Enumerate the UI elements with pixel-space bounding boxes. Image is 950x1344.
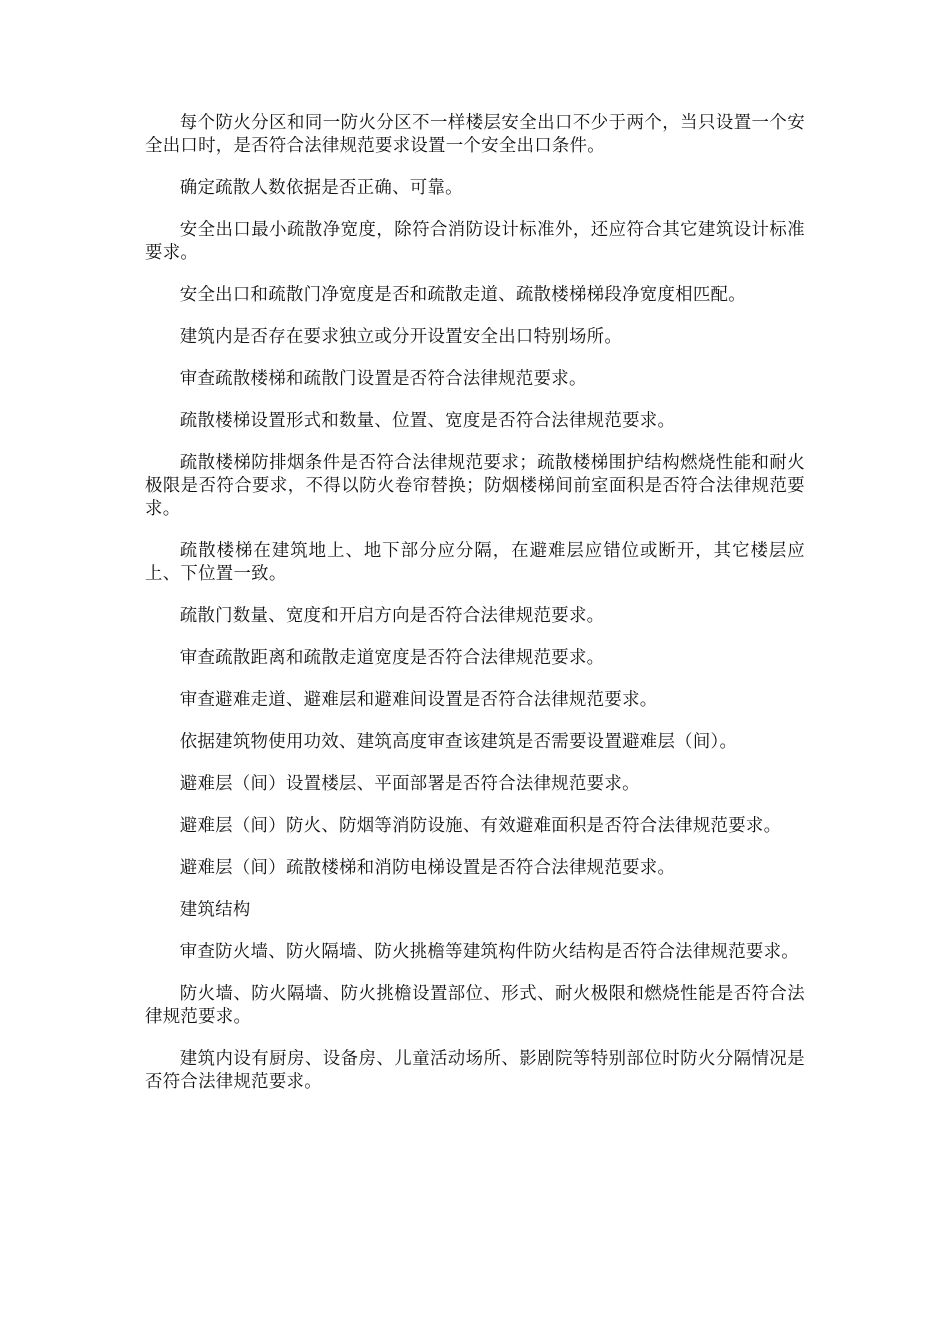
paragraph: 避难层（间）防火、防烟等消防设施、有效避难面积是否符合法律规范要求。 (179, 816, 782, 836)
paragraph: 安全出口和疏散门净宽度是否和疏散走道、疏散楼梯梯段净宽度相匹配。 (179, 285, 746, 305)
paragraph: 疏散楼梯防排烟条件是否符合法律规范要求；疏散楼梯围护结构燃烧性能和耐火极限是否符合要求，不得以防火卷帘替换；防烟楼梯间前室面积是否符合法律规范要求。 (145, 453, 805, 519)
paragraph: 疏散门数量、宽度和开启方向是否符合法律规范要求。 (179, 606, 605, 626)
document-body (145, 112, 805, 1113)
paragraph: 确定疏散人数依据是否正确、可靠。 (179, 178, 463, 198)
paragraph: 建筑内是否存在要求独立或分开设置安全出口特别场所。 (179, 327, 623, 347)
paragraph: 审查疏散楼梯和疏散门设置是否符合法律规范要求。 (179, 369, 587, 389)
paragraph: 审查防火墙、防火隔墙、防火挑檐等建筑构件防火结构是否符合法律规范要求。 (179, 942, 799, 962)
paragraph: 依据建筑物使用功效、建筑高度审查该建筑是否需要设置避难层（间）。 (179, 732, 738, 752)
paragraph: 防火墙、防火隔墙、防火挑檐设置部位、形式、耐火极限和燃烧性能是否符合法律规范要求。 (145, 984, 805, 1027)
paragraph: 建筑内设有厨房、设备房、儿童活动场所、影剧院等特别部位时防火分隔情况是否符合法律规范要求。 (145, 1049, 805, 1092)
paragraph: 避难层（间）疏散楼梯和消防电梯设置是否符合法律规范要求。 (179, 858, 676, 878)
paragraph: 安全出口最小疏散净宽度，除符合消防设计标准外，还应符合其它建筑设计标准要求。 (145, 220, 805, 263)
paragraph: 疏散楼梯在建筑地上、地下部分应分隔，在避难层应错位或断开，其它楼层应上、下位置一致。 (145, 541, 805, 584)
paragraph: 审查疏散距离和疏散走道宽度是否符合法律规范要求。 (179, 648, 605, 668)
section-heading: 建筑结构 (179, 900, 251, 920)
paragraph: 审查避难走道、避难层和避难间设置是否符合法律规范要求。 (179, 690, 658, 710)
paragraph: 每个防火分区和同一防火分区不一样楼层安全出口不少于两个，当只设置一个安全出口时，是否符合法律规范要求设置一个安全出口条件。 (145, 113, 805, 156)
paragraph: 避难层（间）设置楼层、平面部署是否符合法律规范要求。 (179, 774, 640, 794)
paragraph: 疏散楼梯设置形式和数量、位置、宽度是否符合法律规范要求。 (179, 411, 676, 431)
